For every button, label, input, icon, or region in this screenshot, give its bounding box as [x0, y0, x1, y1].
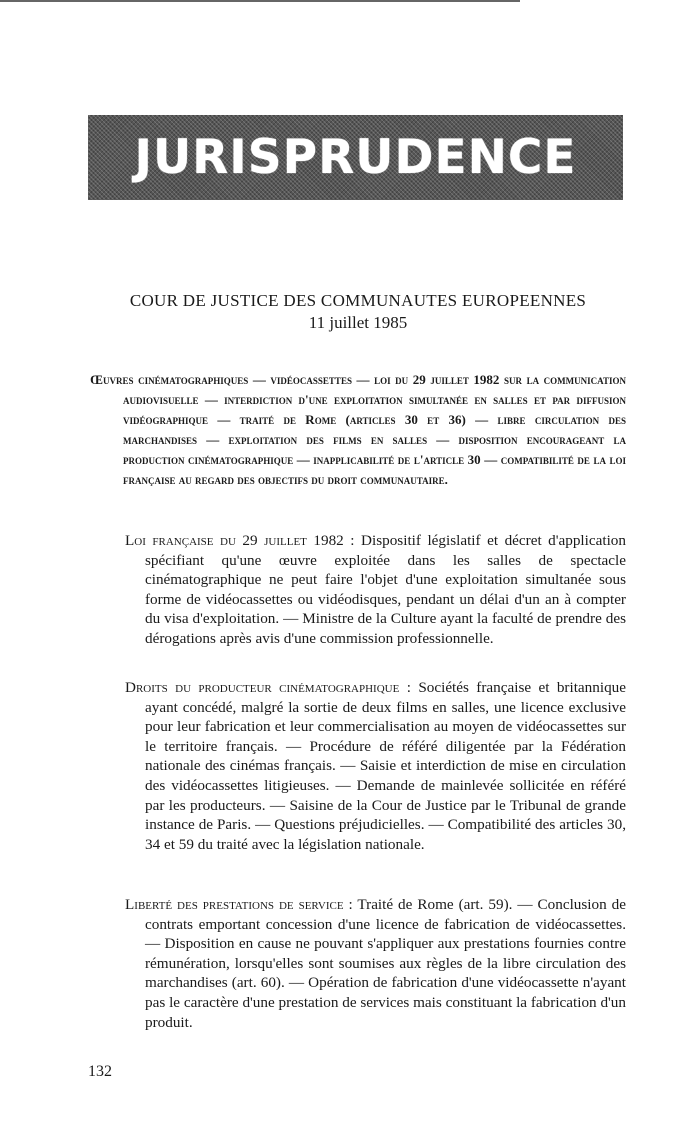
judgment-date: 11 juillet 1985	[308, 313, 408, 332]
section-title: JURISPRUDENCE	[134, 130, 577, 185]
headnote-body: : Dispositif législatif et décret d'application spécifiant qu'une œuvre exploitée dans les salles de spectacle cinématographique ne peut faire l'objet d'une exploitation simultanée sous forme de vidéocassettes ou vidéodisques, pendant un délai d'un an à compter du visa d'exploitation. — Ministre de la Culture ayant la faculté de prendre des dérogations après avis d'une commission professionnelle.	[145, 532, 626, 647]
headnote-body: : Traité de Rome (art. 59). — Conclusion de contrats emportant concession d'une licence de fabrication de vidéocassettes. — Disposition en cause ne pouvant s'appliquer aux prestations fournies contre rémunération, lorsqu'elles sont soumises aux règles de la libre circulation des marchandises (art. 60). — Opération de fabrication d'une vidéocassette n'ayant pas le caractère d'une prestation de services mais constituant la fabrication d'un produit.	[145, 896, 626, 1031]
top-rule	[0, 0, 520, 2]
headnote-paragraph	[125, 678, 626, 854]
page-number: 132	[88, 1063, 112, 1080]
headnote-lead: Loi française du 29 juillet 1982	[125, 532, 344, 549]
section-banner	[88, 115, 623, 200]
court-name: COUR DE JUSTICE DES COMMUNAUTES EUROPEENNES	[129, 291, 587, 310]
headnote-lead: Droits du producteur cinématographique	[125, 679, 400, 696]
case-summary-keywords: Œuvres cinématographiques — vidéocassettes — loi du 29 juillet 1982 sur la communication audiovisuelle — interdiction d'une exploitation simultanée en salles et par diffusion vidéographique — traité de Rome (articles 30 et 36) — libre circulation des marchandises — exploitation des films en salles — disposition encourageant la production cinématographique — inapplicabilité de l'article 30 — compatibilité de la loi française au regard des objectifs du droit communautaire.	[90, 372, 626, 487]
headnote-paragraph	[125, 531, 626, 649]
headnote-body: : Sociétés française et britannique ayant concédé, malgré la sortie de deux films en salles, une licence exclusive pour leur fabrication et leur commercialisation au moyen de vidéocassettes sur le territoire français. — Procédure de référé diligentée par la Fédération nationale des cinémas français. — Saisie et interdiction de mise en circulation des vidéocassettes litigieuses. — Demande de mainlevée sollicitée en référé par les producteurs. — Saisine de la Cour de Justice par le Tribunal de grande instance de Paris. — Questions préjudicielles. — Compatibilité des articles 30, 34 et 59 du traité avec la législation nationale.	[145, 679, 627, 853]
headnote-lead: Liberté des prestations de service	[125, 896, 344, 913]
headnote-paragraph	[125, 895, 626, 1032]
court-heading	[88, 290, 628, 334]
